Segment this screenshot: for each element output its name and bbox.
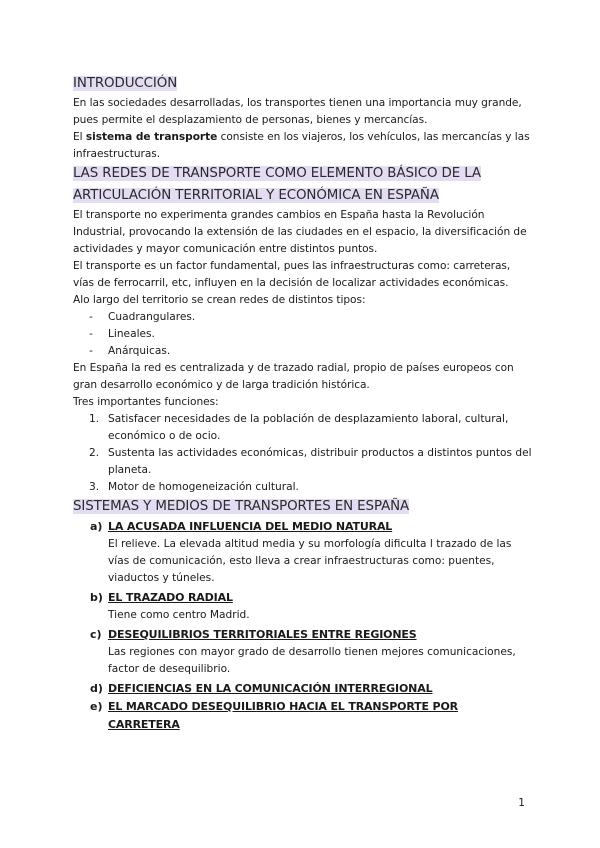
list-item-text: Satisfacer necesidades de la población de desplazamiento laboral, cultural, económico o de ocio. [108,413,509,442]
item-title: DESEQUILIBRIOS TERRITORIALES ENTRE REGIONES [108,628,417,641]
item-description: Tiene como centro Madrid. [108,609,250,621]
list-item [73,698,533,734]
item-label: e) [90,700,103,713]
redes-paragraph-2: El transporte es un factor fundamental, pues las infraestructuras como: carreteras, vías de ferrocarril, etc, influyen en la decisión de localizar actividades económicas. [73,260,511,289]
list-item [73,326,533,343]
item-title: LA ACUSADA INFLUENCIA DEL MEDIO NATURAL [108,520,393,533]
intro-p2-post: consiste en los viajeros, los vehículos, las mercancías y las infraestructuras. [73,131,530,160]
sistemas-list [73,518,533,734]
redes-paragraph-3: Alo largo del territorio se crean redes de distintos tipos: [73,294,366,306]
intro-heading: INTRODUCCIÓN [73,76,178,91]
list-item [73,445,533,479]
document-body [73,73,533,734]
sistemas-heading: SISTEMAS Y MEDIOS DE TRANSPORTES EN ESPAÑA [73,499,410,514]
list-number: 2. [89,447,100,459]
list-item [73,343,533,360]
item-description: Las regiones con mayor grado de desarrollo tienen mejores comunicaciones, factor de desequilibrio. [108,646,516,675]
list-item-text: Lineales. [108,328,155,340]
list-item [73,626,533,678]
page-number: 1 [518,797,525,809]
list-number: 1. [89,413,100,425]
intro-heading-block [73,73,533,95]
sistemas-heading-block [73,496,533,518]
item-label: b) [90,591,103,604]
redes-heading-line1: LAS REDES DE TRANSPORTE COMO ELEMENTO BÁSICO DE LA [73,166,481,181]
intro-p2-pre: El [73,131,86,143]
list-item [73,680,533,698]
dash-bullet: - [89,311,93,323]
item-label: d) [90,682,103,695]
item-label: a) [90,520,103,533]
redes-heading-line2: ARTICULACIÓN TERRITORIAL Y ECONÓMICA EN ESPAÑA [73,188,439,203]
item-title: DEFICIENCIAS EN LA COMUNICACIÓN INTERREGIONAL [108,682,433,695]
list-number: 3. [89,481,100,493]
redes-paragraph-1: El transporte no experimenta grandes cambios en España hasta la Revolución Industrial, provocando la extensión de las ciudades en el espacio, la diversificación de actividades y mayor comunicación entre distintos puntos. [73,209,527,255]
item-title: EL MARCADO DESEQUILIBRIO HACIA EL TRANSPORTE POR CARRETERA [108,700,458,731]
list-item-text: Motor de homogeneización cultural. [108,481,299,493]
redes-paragraph-4: En España la red es centralizada y de trazado radial, propio de países europeos con gran desarrollo económico y de larga tradición histórica. [73,362,514,391]
functions-list [73,411,533,496]
list-item-text: Sustenta las actividades económicas, distribuir productos a distintos puntos del planeta. [108,447,532,476]
list-item [73,518,533,587]
redes-heading-block [73,163,533,207]
intro-p2-bold: sistema de transporte [85,131,218,143]
dash-bullet: - [89,328,93,340]
item-title: EL TRAZADO RADIAL [108,591,233,604]
list-item-text: Cuadrangulares. [108,311,196,323]
dash-bullet: - [89,345,93,357]
list-item [73,309,533,326]
intro-paragraph-2 [73,129,533,163]
network-types-list [73,309,533,360]
intro-paragraph-1: En las sociedades desarrolladas, los transportes tienen una importancia muy grande, pues permite el desplazamiento de personas, bienes y mercancías. [73,97,522,126]
redes-paragraph-5: Tres importantes funciones: [73,396,219,408]
list-item [73,479,533,496]
item-label: c) [90,628,102,641]
list-item [73,411,533,445]
list-item [73,589,533,624]
item-description: El relieve. La elevada altitud media y su morfología dificulta l trazado de las vías de comunicación, esto lleva a crear infraestructuras como: puentes, viaductos y túneles. [108,538,512,584]
list-item-text: Anárquicas. [108,345,171,357]
